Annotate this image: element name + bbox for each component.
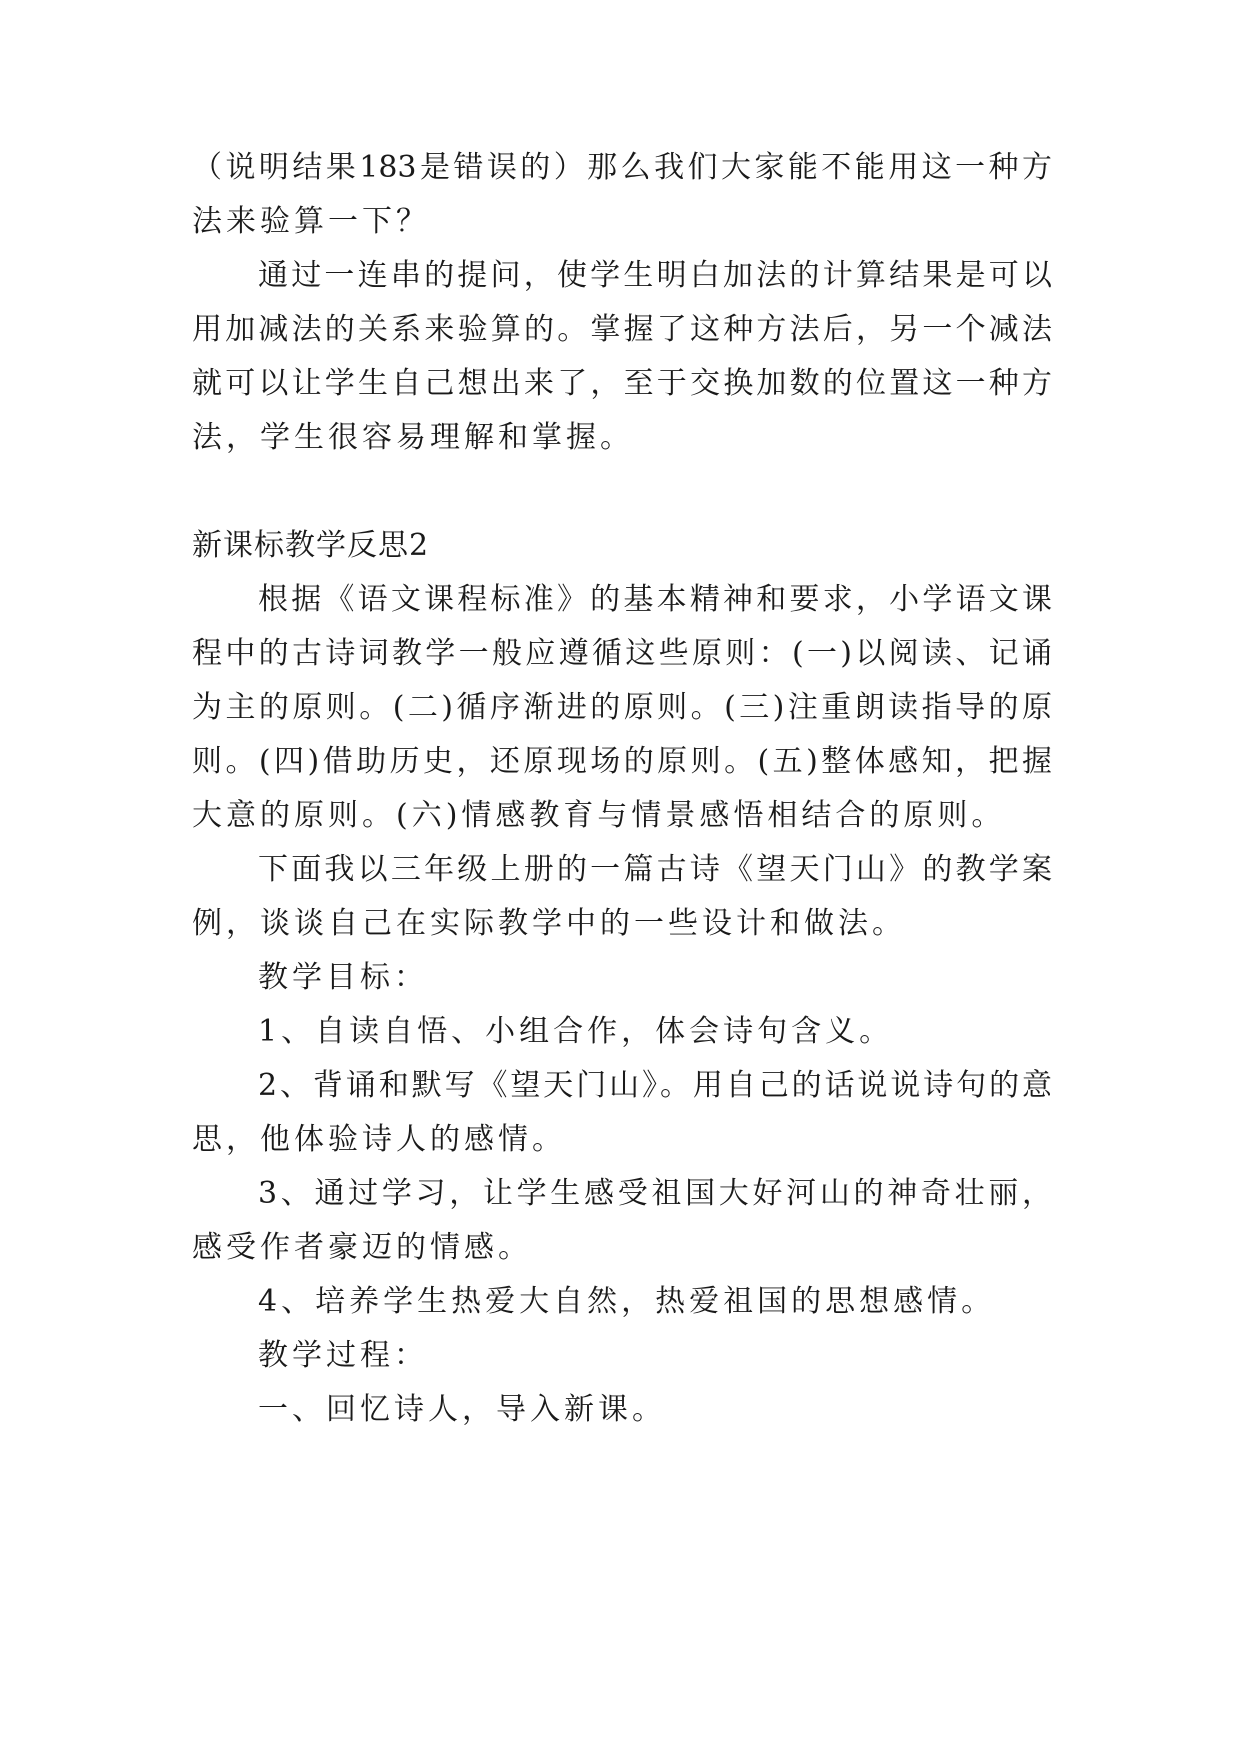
paragraph-line: 法来验算一下？ xyxy=(192,204,430,239)
list-item: 4、培养学生热爱大自然，热爱祖国的思想感情。 xyxy=(258,1284,996,1319)
section-heading: 新课标教学反思2 xyxy=(192,528,430,563)
paragraph-line: 法，学生很容易理解和掌握。 xyxy=(192,420,634,455)
paragraph-line: 则。(四)借助历史，还原现场的原则。(五)整体感知，把握 xyxy=(192,744,1052,779)
list-item: 1、自读自悟、小组合作，体会诗句含义。 xyxy=(258,1014,894,1049)
paragraph-line: 为主的原则。(二)循序渐进的原则。(三)注重朗读指导的原 xyxy=(192,690,1052,725)
paragraph-line: 就可以让学生自己想出来了，至于交换加数的位置这一种方 xyxy=(192,366,1052,401)
list-item: 2、背诵和默写《望天门山》。用自己的话说说诗句的意 xyxy=(258,1068,1052,1103)
paragraph-line: 程中的古诗词教学一般应遵循这些原则：(一)以阅读、记诵 xyxy=(192,636,1052,671)
paragraph-line: 思，他体验诗人的感情。 xyxy=(192,1122,566,1157)
paragraph-line: 教学目标： xyxy=(258,960,428,995)
paragraph-line: 通过一连串的提问，使学生明白加法的计算结果是可以 xyxy=(258,258,1052,293)
list-item: 3、通过学习，让学生感受祖国大好河山的神奇壮丽， xyxy=(258,1176,1052,1211)
paragraph-line: 大意的原则。(六)情感教育与情景感悟相结合的原则。 xyxy=(192,798,1006,833)
paragraph-line: 用加减法的关系来验算的。掌握了这种方法后，另一个减法 xyxy=(192,312,1052,347)
paragraph-line: （说明结果183是错误的）那么我们大家能不能用这一种方 xyxy=(192,150,1052,185)
paragraph-line: 教学过程： xyxy=(258,1338,428,1373)
paragraph-line: 下面我以三年级上册的一篇古诗《望天门山》的教学案 xyxy=(258,852,1052,887)
paragraph-line: 根据《语文课程标准》的基本精神和要求，小学语文课 xyxy=(258,582,1052,617)
paragraph-line: 例，谈谈自己在实际教学中的一些设计和做法。 xyxy=(192,906,906,941)
paragraph-line: 一、回忆诗人，导入新课。 xyxy=(258,1392,666,1427)
paragraph-line: 感受作者豪迈的情感。 xyxy=(192,1230,532,1265)
